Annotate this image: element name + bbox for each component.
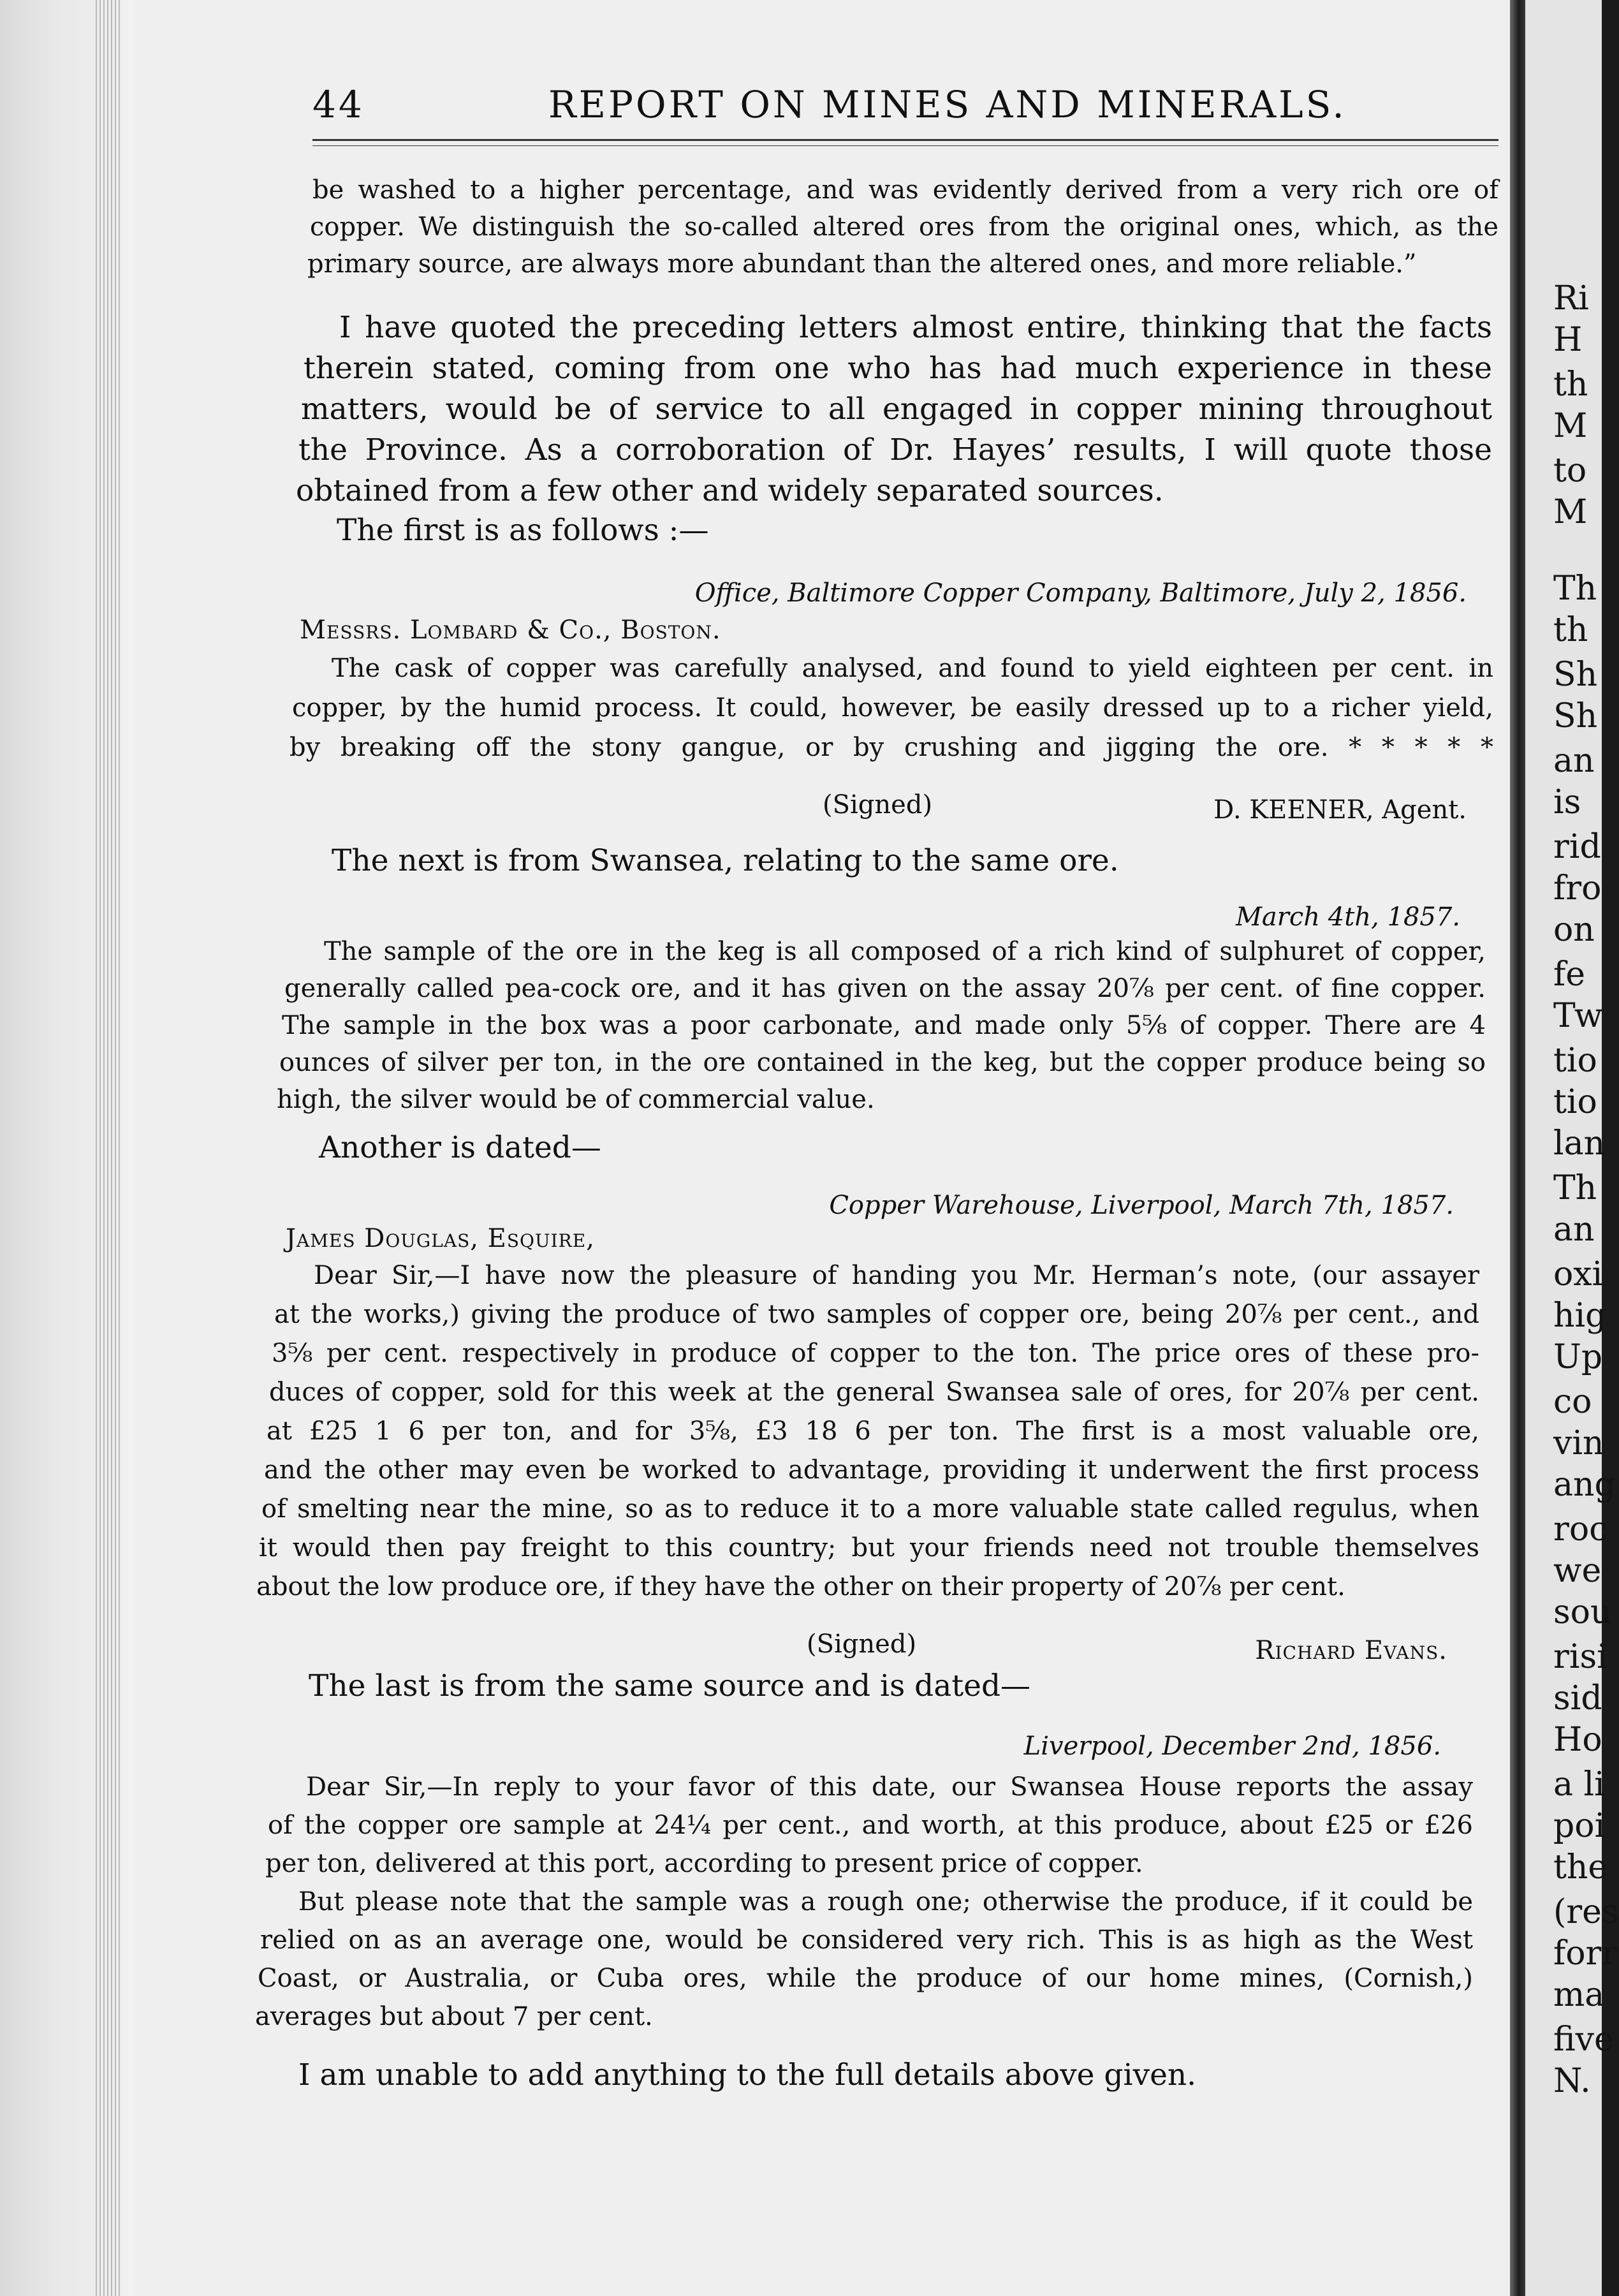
letter1-signature: D. KEENER, Agent. — [1213, 795, 1467, 825]
header-rule — [312, 139, 1498, 141]
adjacent-page-fragment: vin — [1553, 1424, 1604, 1462]
letter1-signed: (Signed) — [823, 790, 933, 820]
adjacent-page-fragment: tio — [1553, 1083, 1597, 1121]
adjacent-page-fragment: th — [1553, 365, 1588, 404]
intro-line: copper. We distinguish the so-called altered ores from the original ones, which, as the — [310, 212, 1498, 242]
adjacent-page-fragment: sou — [1553, 1593, 1612, 1631]
para1-line: matters, would be of service to all engaged in copper mining throughout — [301, 392, 1492, 427]
adjacent-page-fragment: Up — [1553, 1338, 1603, 1376]
adjacent-page-fragment: forr — [1553, 1934, 1618, 1973]
adjacent-page-fragment: roc — [1553, 1510, 1608, 1549]
adjacent-page-fragment: (res — [1553, 1893, 1619, 1931]
adjacent-page-fragment: tio — [1553, 1041, 1597, 1080]
letter4-line: Dear Sir,—In reply to your favor of this date, our Swansea House reports the assay — [306, 1772, 1473, 1802]
header-rule-thin — [312, 145, 1498, 146]
next-intro: The next is from Swansea, relating to the same ore. — [332, 843, 1119, 878]
adjacent-page-fragment: lan — [1553, 1124, 1606, 1163]
letter2-dateline: March 4th, 1857. — [1235, 902, 1460, 932]
adjacent-page-fragment: N. — [1553, 2062, 1591, 2100]
letter4-line: Coast, or Australia, or Cuba ores, while the produce of our home mines, (Cornish,) — [258, 1964, 1473, 1993]
intro-line: be washed to a higher percentage, and was evidently derived from a very rich ore of — [312, 175, 1498, 205]
adjacent-page-fragment: to — [1553, 452, 1587, 490]
adjacent-page-fragment: poi — [1553, 1807, 1606, 1845]
adjacent-page-fragment: we — [1553, 1552, 1602, 1590]
letter2-line: high, the silver would be of commercial value. — [277, 1085, 875, 1114]
letter3-line: duces of copper, sold for this week at the general Swansea sale of ores, for 20⅞ per cent. — [269, 1378, 1479, 1407]
adjacent-page-fragment: Ho — [1553, 1721, 1602, 1759]
para1-line: therein stated, coming from one who has had much experience in these — [304, 351, 1492, 386]
page-number: 44 — [312, 83, 365, 126]
adjacent-page-fragment: M — [1553, 493, 1588, 531]
letter4-line: But please note that the sample was a rough one; otherwise the produce, if it could be — [298, 1887, 1473, 1917]
letter3-line: and the other may even be worked to advantage, providing it underwent the first process — [264, 1455, 1479, 1485]
adjacent-page-fragment: fe — [1553, 955, 1586, 994]
adjacent-page-fragment: ma — [1553, 1976, 1605, 2014]
adjacent-page-fragment: is — [1553, 783, 1581, 821]
adjacent-page-fragment: an — [1553, 742, 1595, 780]
adjacent-page-fragment: on — [1553, 911, 1595, 949]
page-edge-stripes — [96, 0, 121, 2296]
adjacent-page-fragment: hig — [1553, 1297, 1607, 1335]
adjacent-page-fragment: oxi — [1553, 1255, 1603, 1293]
adjacent-page-fragment: a li — [1553, 1765, 1605, 1804]
letter4-line: relied on as an average one, would be considered very rich. This is as high as the West — [260, 1925, 1473, 1955]
adjacent-page-fragment: an — [1553, 1211, 1595, 1249]
adjacent-page-fragment: H — [1553, 321, 1583, 359]
letter4-line: per ton, delivered at this port, according to present price of copper. — [265, 1849, 1143, 1878]
letter3-addressee: James Douglas, Esquire, — [286, 1224, 595, 1253]
letter3-line: it would then pay freight to this country; but your friends need not trouble themselves — [259, 1533, 1479, 1563]
adjacent-page-fragment: rid — [1553, 828, 1601, 866]
adjacent-page-fragment: fro — [1553, 869, 1602, 908]
adjacent-page-fragment: Sh — [1553, 656, 1598, 694]
letter4-line: averages but about 7 per cent. — [255, 2002, 653, 2031]
para1-line: obtained from a few other and widely separated sources. — [296, 473, 1164, 508]
letter1-line: by breaking off the stony gangue, or by crushing and jigging the ore. * * * * * — [289, 733, 1493, 762]
adjacent-page-fragment: Sh — [1553, 697, 1598, 735]
adjacent-page-fragment: risi — [1553, 1638, 1608, 1676]
adjacent-page-fragment: co — [1553, 1383, 1592, 1421]
letter2-line: The sample in the box was a poor carbonate, and made only 5⅝ of copper. There are 4 — [282, 1011, 1486, 1040]
letter2-line: ounces of silver per ton, in the ore contained in the keg, but the copper produce being so — [279, 1048, 1486, 1077]
closing-sentence: I am unable to add anything to the full details above given. — [298, 2057, 1197, 2093]
letter3-line: about the low produce ore, if they have the other on their property of 20⅞ per cent. — [256, 1572, 1345, 1601]
adjacent-page-fragment: Tw — [1553, 997, 1603, 1035]
letter3-line: of smelting near the mine, so as to reduce it to a more valuable state called regulus, when — [261, 1494, 1479, 1524]
letter2-line: generally called pea-cock ore, and it has given on the assay 20⅞ per cent. of fine copper. — [284, 974, 1486, 1003]
adjacent-page-fragment: the — [1553, 1848, 1608, 1887]
letter3-signed: (Signed) — [807, 1630, 917, 1659]
letter3-line: 3⅝ per cent. respectively in produce of copper to the ton. The price ores of these pro- — [272, 1339, 1479, 1368]
letter3-line: at the works,) giving the produce of two samples of copper ore, being 20⅞ per cent., and — [274, 1300, 1479, 1329]
letter4-dateline: Liverpool, December 2nd, 1856. — [1023, 1732, 1441, 1761]
adjacent-page-fragment: Ri — [1553, 279, 1589, 318]
letter3-signature: Richard Evans. — [1255, 1636, 1447, 1665]
adjacent-page-fragment: M — [1553, 407, 1588, 445]
letter3-line: Dear Sir,—I have now the pleasure of handing you Mr. Herman’s note, (our assayer — [314, 1261, 1479, 1290]
last-intro: The last is from the same source and is dated— — [309, 1668, 1031, 1704]
letter1-line: copper, by the humid process. It could, however, be easily dressed up to a richer yield, — [292, 693, 1493, 723]
adjacent-page-fragment: ang — [1553, 1466, 1616, 1504]
first-intro: The first is as follows :— — [337, 513, 709, 548]
adjacent-page-fragment: five — [1553, 2020, 1614, 2059]
another-intro: Another is dated— — [319, 1130, 601, 1165]
adjacent-page-fragment: sid — [1553, 1679, 1602, 1718]
letter3-dateline: Copper Warehouse, Liverpool, March 7th, 1857. — [829, 1191, 1454, 1220]
letter1-line: The cask of copper was carefully analysed, and found to yield eighteen per cent. in — [332, 654, 1493, 683]
adjacent-page-fragment: Th — [1553, 1169, 1597, 1207]
adjacent-page-fragment: Th — [1553, 570, 1597, 608]
letter3-line: at £25 1 6 per ton, and for 3⅝, £3 18 6 per ton. The first is a most valuable ore, — [267, 1417, 1479, 1446]
para1-line: the Province. As a corroboration of Dr. Hayes’ results, I will quote those — [298, 432, 1492, 467]
running-title: REPORT ON MINES AND MINERALS. — [548, 83, 1347, 126]
adjacent-page-fragment: th — [1553, 611, 1588, 649]
letter1-addressee: Messrs. Lombard & Co., Boston. — [300, 615, 721, 645]
letter2-line: The sample of the ore in the keg is all composed of a rich kind of sulphuret of copper, — [324, 937, 1486, 966]
letter4-line: of the copper ore sample at 24¼ per cent., and worth, at this produce, about £25 or £26 — [268, 1811, 1473, 1840]
letter1-dateline: Office, Baltimore Copper Company, Baltimore, July 2, 1856. — [694, 578, 1467, 608]
intro-line: primary source, are always more abundant than the altered ones, and more reliable.” — [307, 249, 1417, 279]
para1-line: I have quoted the preceding letters almost entire, thinking that the facts — [339, 310, 1492, 345]
